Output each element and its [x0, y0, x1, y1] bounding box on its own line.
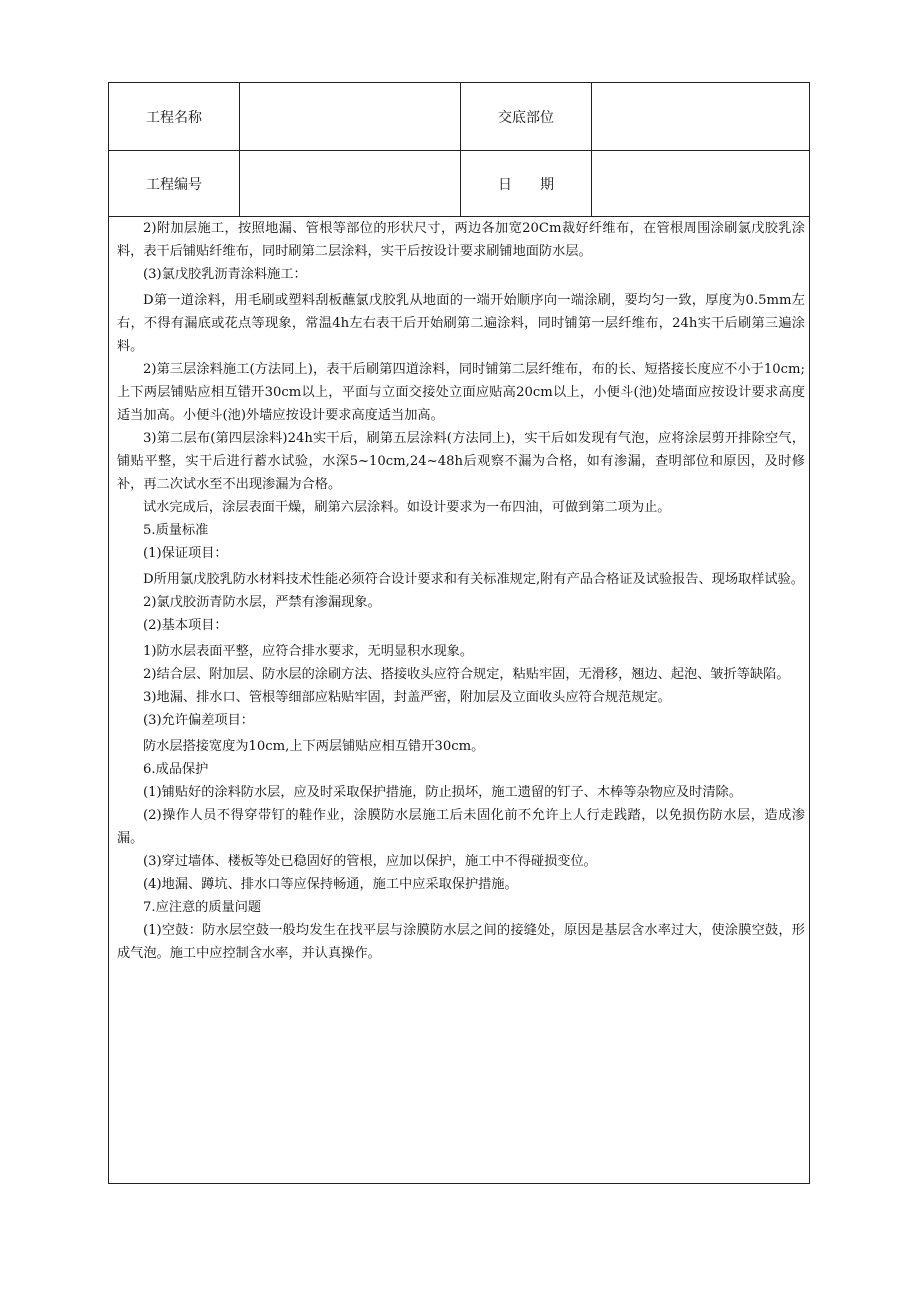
paragraph: 3)第二层布(第四层涂料)24h实干后，刷第五层涂料(方法同上)，实干后如发现有气泡，应将涂层剪开排除空气，铺贴平整，实干后进行蓄水试验，水深5~10cm,24~48h后观察不漏为合格，如有渗漏，查明部位和原因，及时修补，再二次试水至不出现渗漏为合格。: [117, 431, 805, 492]
section-heading: 7.应注意的质量问题: [143, 900, 262, 915]
paragraph: 3)地漏、排水口、管根等细部应粘贴牢固，封盖严密，附加层及立面收头应符合规范规定。: [143, 690, 671, 705]
paragraph: (2)基本项目：: [143, 618, 228, 633]
paragraph: 2)结合层、附加层、防水层的涂刷方法、搭接收头应符合规定，粘贴牢固，无滑移，翘边、起泡、皱折等缺陷。: [143, 667, 790, 682]
project-name-label: 工程名称: [109, 83, 240, 150]
paragraph: D所用氯戊胶乳防水材料技术性能必须符合设计要求和有关标准规定,附有产品合格证及试验报告、现场取样试验。: [143, 572, 804, 587]
paragraph: 2)附加层施工，按照地漏、管根等部位的形状尺寸，两边各加宽20Cm裁好纤维布，在管根周围涂刷氯戊胶乳涂料，表干后铺贴纤维布，同时刷第二层涂料，实干后按设计要求刷铺地面防水层。: [117, 221, 805, 259]
paragraph: 试水完成后，涂层表面干燥，刷第六层涂料。如设计要求为一布四油，可做到第二项为止。: [143, 500, 671, 515]
date-label: 日 期: [461, 151, 592, 216]
paragraph: (1)空鼓：防水层空鼓一般均发生在找平层与涂膜防水层之间的接缝处，原因是基层含水率过大，使涂膜空鼓，形成气泡。施工中应控制含水率，并认真操作。: [117, 923, 805, 961]
paragraph: 防水层搭接宽度为10cm,上下两层铺贴应相互错开30cm。: [143, 739, 485, 754]
handover-part-field[interactable]: [592, 83, 809, 150]
paragraph: (4)地漏、蹲坑、排水口等应保持畅通，施工中应采取保护措施。: [143, 877, 518, 892]
paragraph: (2)操作人员不得穿带钉的鞋作业，涂膜防水层施工后未固化前不允许上人行走践踏，以免损伤防水层，造成渗漏。: [117, 808, 805, 846]
header-row-2: [109, 151, 809, 217]
handover-form: [108, 82, 810, 1184]
date-field[interactable]: [592, 151, 809, 216]
project-number-field[interactable]: [240, 151, 461, 216]
handover-part-label: 交底部位: [461, 83, 592, 150]
paragraph: (1)铺贴好的涂料防水层，应及时采取保护措施，防止损坏，施工遗留的钉子、木棒等杂物应及时清除。: [143, 785, 742, 800]
paragraph: (3)氯戊胶乳沥青涂料施工：: [143, 267, 307, 282]
project-name-field[interactable]: [240, 83, 461, 150]
paragraph: (1)保证项目：: [143, 546, 228, 561]
section-heading: 6.成品保护: [143, 762, 209, 777]
paragraph: 2)氯戊胶沥青防水层，严禁有渗漏现象。: [143, 595, 381, 610]
paragraph: (3)允许偏差项目：: [143, 713, 254, 728]
header-row-1: [109, 83, 809, 151]
paragraph: D第一道涂料，用毛刷或塑料刮板蘸氯戊胶乳从地面的一端开始顺序向一端涂刷，要均匀一致，厚度为0.5mm左右，不得有漏底或花点等现象，常温4h左右表干后开始刷第二遍涂料，同时铺第一层纤维布，24h实干后刷第三遍涂料。: [117, 293, 805, 354]
content-body: [117, 217, 805, 965]
paragraph: (3)穿过墙体、楼板等处已稳固好的管根，应加以保护，施工中不得碰损变位。: [143, 854, 597, 869]
paragraph: 1)防水层表面平整，应符合排水要求，无明显积水现象。: [143, 644, 474, 659]
section-heading: 5.质量标准: [143, 523, 209, 538]
paragraph: 2)第三层涂料施工(方法同上)，表干后刷第四道涂料，同时铺第二层纤维布，布的长、短搭接长度应不小于10cm;上下两层铺贴应相互错开30cm以上，平面与立面交接处立面应贴高20cm以上，小便斗(池)处墙面应按设计要求高度适当加高。小便斗(池)外墙应按设计要求高度适当加高。: [117, 362, 805, 423]
project-number-label: 工程编号: [109, 151, 240, 216]
